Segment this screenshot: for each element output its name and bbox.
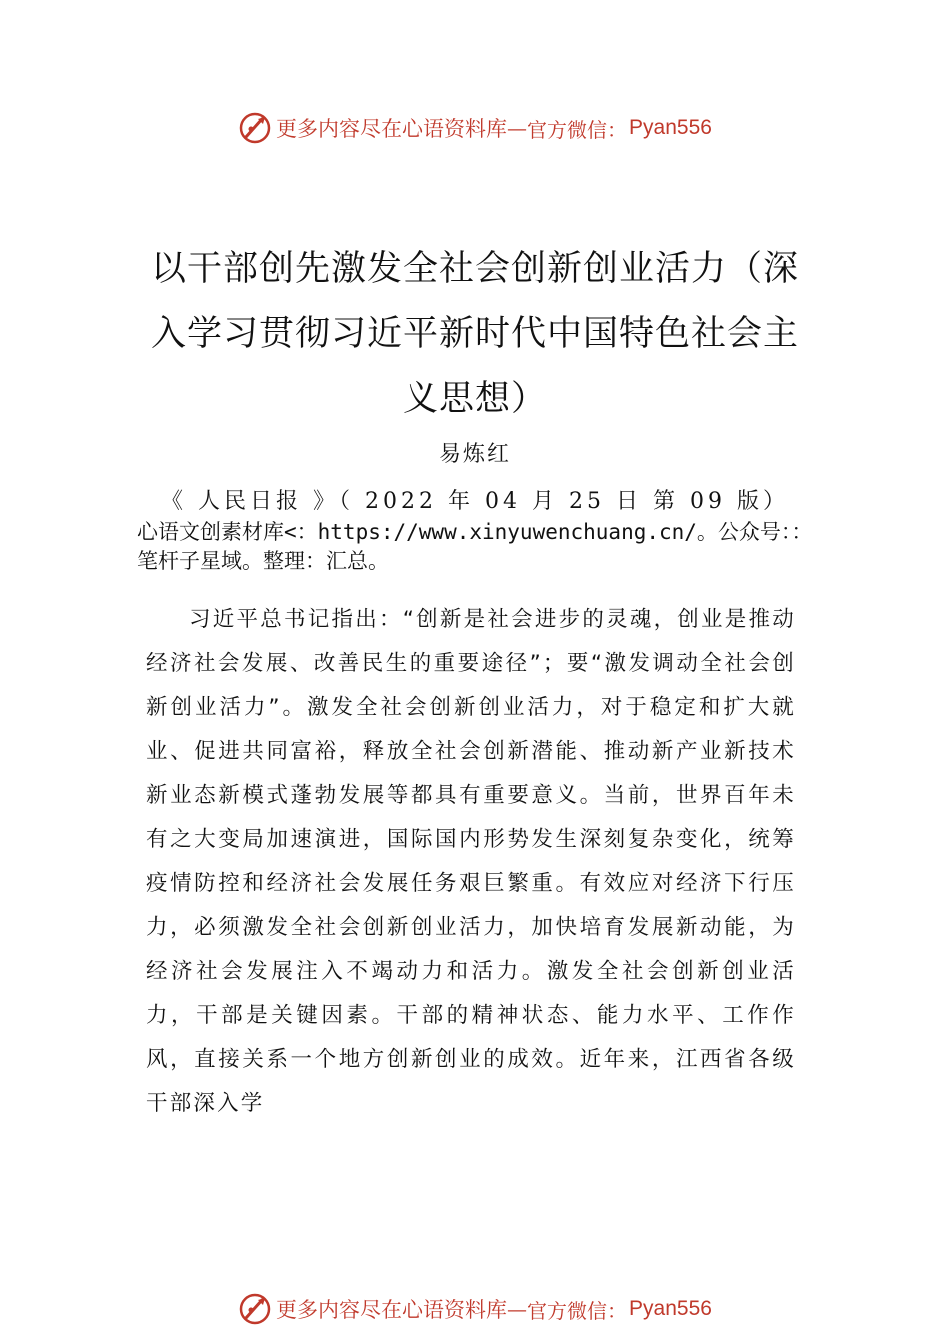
banner-dash: — bbox=[507, 116, 528, 140]
header-banner[interactable] bbox=[0, 110, 950, 146]
logo-icon bbox=[238, 111, 272, 145]
banner-main-text: 更多内容尽在心语资料库 bbox=[276, 117, 508, 141]
banner-official-label: 官方微信： bbox=[527, 117, 628, 142]
banner-main-text: 更多内容尽在心语资料库 bbox=[276, 1298, 508, 1322]
footer-banner[interactable] bbox=[0, 1291, 950, 1327]
banner-wechat-id: Pyan556 bbox=[629, 116, 712, 139]
article-source: 《 人民日报 》（ 2022 年 04 月 25 日 第 09 版） bbox=[161, 489, 789, 514]
banner-wechat-id: Pyan556 bbox=[629, 1297, 712, 1320]
logo-icon bbox=[238, 1292, 272, 1326]
banner-official-label: 官方微信： bbox=[527, 1298, 628, 1323]
article-paragraph: 习近平总书记指出：“创新是社会进步的灵魂，创业是推动经济社会发展、改善民生的重要途径”；要“激发调动全社会创新创业活力”。激发全社会创新创业活力，对于稳定和扩大就业、促进共同富裕，释放全社会创新潜能、推动新产业新技术新业态新模式蓬勃发展等都具有重要意义。当前，世界百年未有之大变局加速演进，国际国内形势发生深刻复杂变化，统筹疫情防控和经济社会发展任务艰巨繁重。有效应对经济下行压力，必须激发全社会创新创业活力，加快培育发展新动能，为经济社会发展注入不竭动力和活力。激发全社会创新创业活力，干部是关键因素。干部的精神状态、能力水平、工作作风，直接关系一个地方创新创业的成效。近年来，江西省各级干部深入学 bbox=[146, 607, 796, 1116]
banner-dash: — bbox=[507, 1297, 528, 1321]
article-author: 易炼红 bbox=[438, 442, 511, 467]
source-note: 心语文创素材库<：https://www.xinyuwenchuang.cn/。公众号：：笔杆子星域。整理：汇总。 bbox=[137, 520, 813, 573]
article-title: 以干部创先激发全社会创新创业活力（深入学习贯彻习近平新时代中国特色社会主义思想） bbox=[150, 249, 799, 419]
